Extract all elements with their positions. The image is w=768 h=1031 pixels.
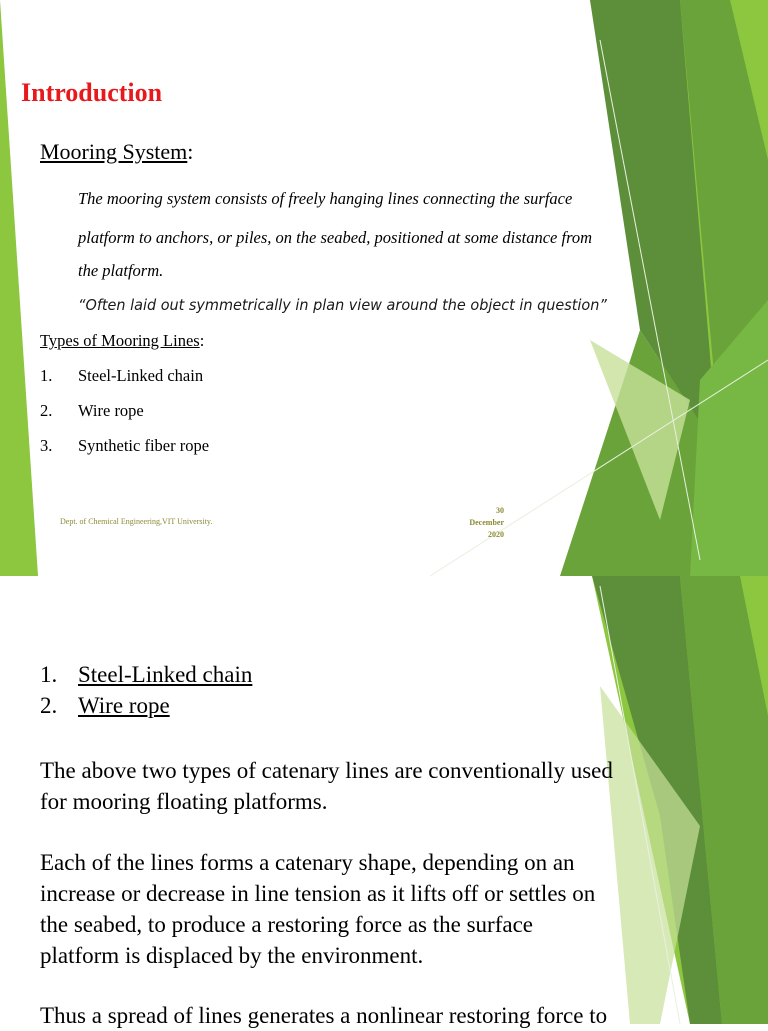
- heading-colon: :: [187, 139, 194, 164]
- list-item: [40, 401, 144, 421]
- list-item-text: Steel-Linked chain: [78, 366, 204, 385]
- paragraph-line: increase or decrease in line tension as it lifts off or settles on: [40, 881, 596, 906]
- list-item: [40, 366, 203, 386]
- paragraph-line: the platform.: [78, 261, 164, 280]
- types-heading: [40, 331, 204, 351]
- types-heading-colon: :: [199, 331, 205, 350]
- date-month: December: [469, 518, 504, 527]
- footer-text: Dept. of Chemical Engineering,VIT University.: [60, 517, 213, 526]
- date-year: 2020: [488, 530, 504, 539]
- section-heading: [40, 139, 193, 165]
- paragraph-line: The mooring system consists of freely hanging lines connecting the surface: [78, 189, 573, 208]
- list-number: 1.: [40, 662, 58, 687]
- paragraph: [40, 847, 700, 971]
- list-number: 2.: [40, 401, 53, 420]
- quote-text: “Often laid out symmetrically in plan view around the object in question”: [78, 296, 607, 314]
- paragraph-line: Thus a spread of lines generates a nonlinear restoring force to: [40, 1003, 608, 1028]
- list-item-text: Synthetic fiber rope: [78, 436, 210, 455]
- list-number: 3.: [40, 436, 53, 455]
- paragraph-line: for mooring floating platforms.: [40, 789, 328, 814]
- list-item: [40, 436, 209, 456]
- list-item-text: Steel-Linked chain: [78, 662, 253, 687]
- list-item: [40, 662, 252, 688]
- list-item: [40, 693, 170, 719]
- paragraph-line: the seabed, to produce a restoring force as the surface: [40, 912, 533, 937]
- list-number: 2.: [40, 693, 58, 718]
- paragraph-line: The above two types of catenary lines are conventionally used: [40, 758, 613, 783]
- footer-date: [440, 505, 504, 541]
- date-day: 30: [496, 506, 504, 515]
- heading-text: Mooring System: [40, 139, 188, 164]
- list-number: 1.: [40, 366, 53, 385]
- paragraph-line: platform is displaced by the environment.: [40, 943, 424, 968]
- list-item-text: Wire rope: [78, 693, 170, 718]
- list-item-text: Wire rope: [78, 401, 144, 420]
- paragraph-line: Each of the lines forms a catenary shape, depending on an: [40, 850, 575, 875]
- paragraph: [40, 755, 700, 817]
- types-heading-text: Types of Mooring Lines: [40, 331, 200, 350]
- paragraph-line: platform to anchors, or piles, on the seabed, positioned at some distance from: [78, 228, 593, 247]
- slide-title: Introduction: [21, 78, 163, 107]
